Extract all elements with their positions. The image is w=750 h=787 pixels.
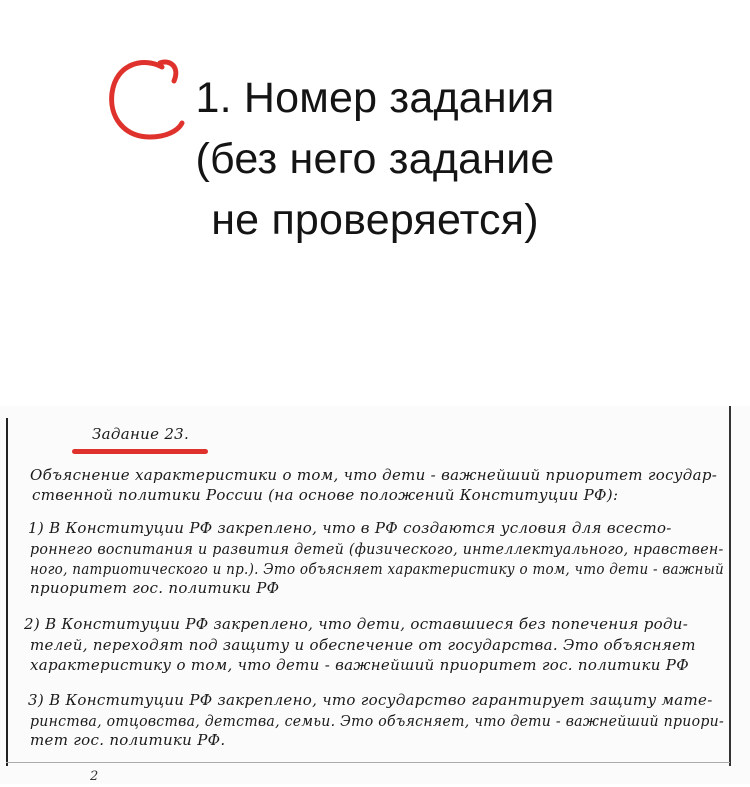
handwritten-line: 2) В Конституции РФ закреплено, что дети, оставшиеся без попечения роди-: [24, 615, 689, 633]
caption-line-2: (без него задание: [195, 135, 555, 183]
page-number: 2: [90, 769, 99, 784]
handwritten-line: ного, патриотического и пр.). Это объясняет характеристику о том, что дети - важный: [30, 560, 724, 578]
handwritten-line: приоритет гос. политики РФ: [30, 579, 280, 597]
handwritten-line: 3) В Конституции РФ закреплено, что государство гарантирует защиту мате-: [28, 691, 713, 709]
page-border-left: [6, 418, 8, 766]
red-circle-marker: [104, 51, 190, 143]
handwritten-answer-scan: [0, 406, 750, 784]
task-heading: Задание 23.: [92, 425, 190, 443]
caption-line-3: не проверяется): [211, 196, 539, 244]
handwritten-line: телей, переходят под защиту и обеспечение от государства. Это объясняет: [30, 636, 696, 654]
handwritten-line: роннего воспитания и развития детей (физического, интеллектуального, нравствен-: [30, 540, 724, 558]
handwritten-line: ринства, отцовства, детства, семьи. Это объясняет, что дети - важнейший приори-: [30, 712, 725, 730]
red-underline-marker: [72, 449, 208, 454]
handwritten-line: Объяснение характеристики о том, что дети - важнейший приоритет государ-: [30, 466, 718, 484]
handwritten-line: тет гос. политики РФ.: [30, 731, 226, 749]
handwritten-line: 1) В Конституции РФ закреплено, что в РФ создаются условия для всесто-: [28, 519, 672, 537]
caption-line-1: 1. Номер задания: [195, 74, 555, 122]
handwritten-line: характеристику о том, что дети - важнейший приоритет гос. политики РФ: [30, 656, 689, 674]
page-border-bottom: [6, 762, 730, 763]
handwritten-line: ственной политики России (на основе положений Конституции РФ):: [32, 486, 619, 504]
page-border-right: [729, 406, 731, 766]
